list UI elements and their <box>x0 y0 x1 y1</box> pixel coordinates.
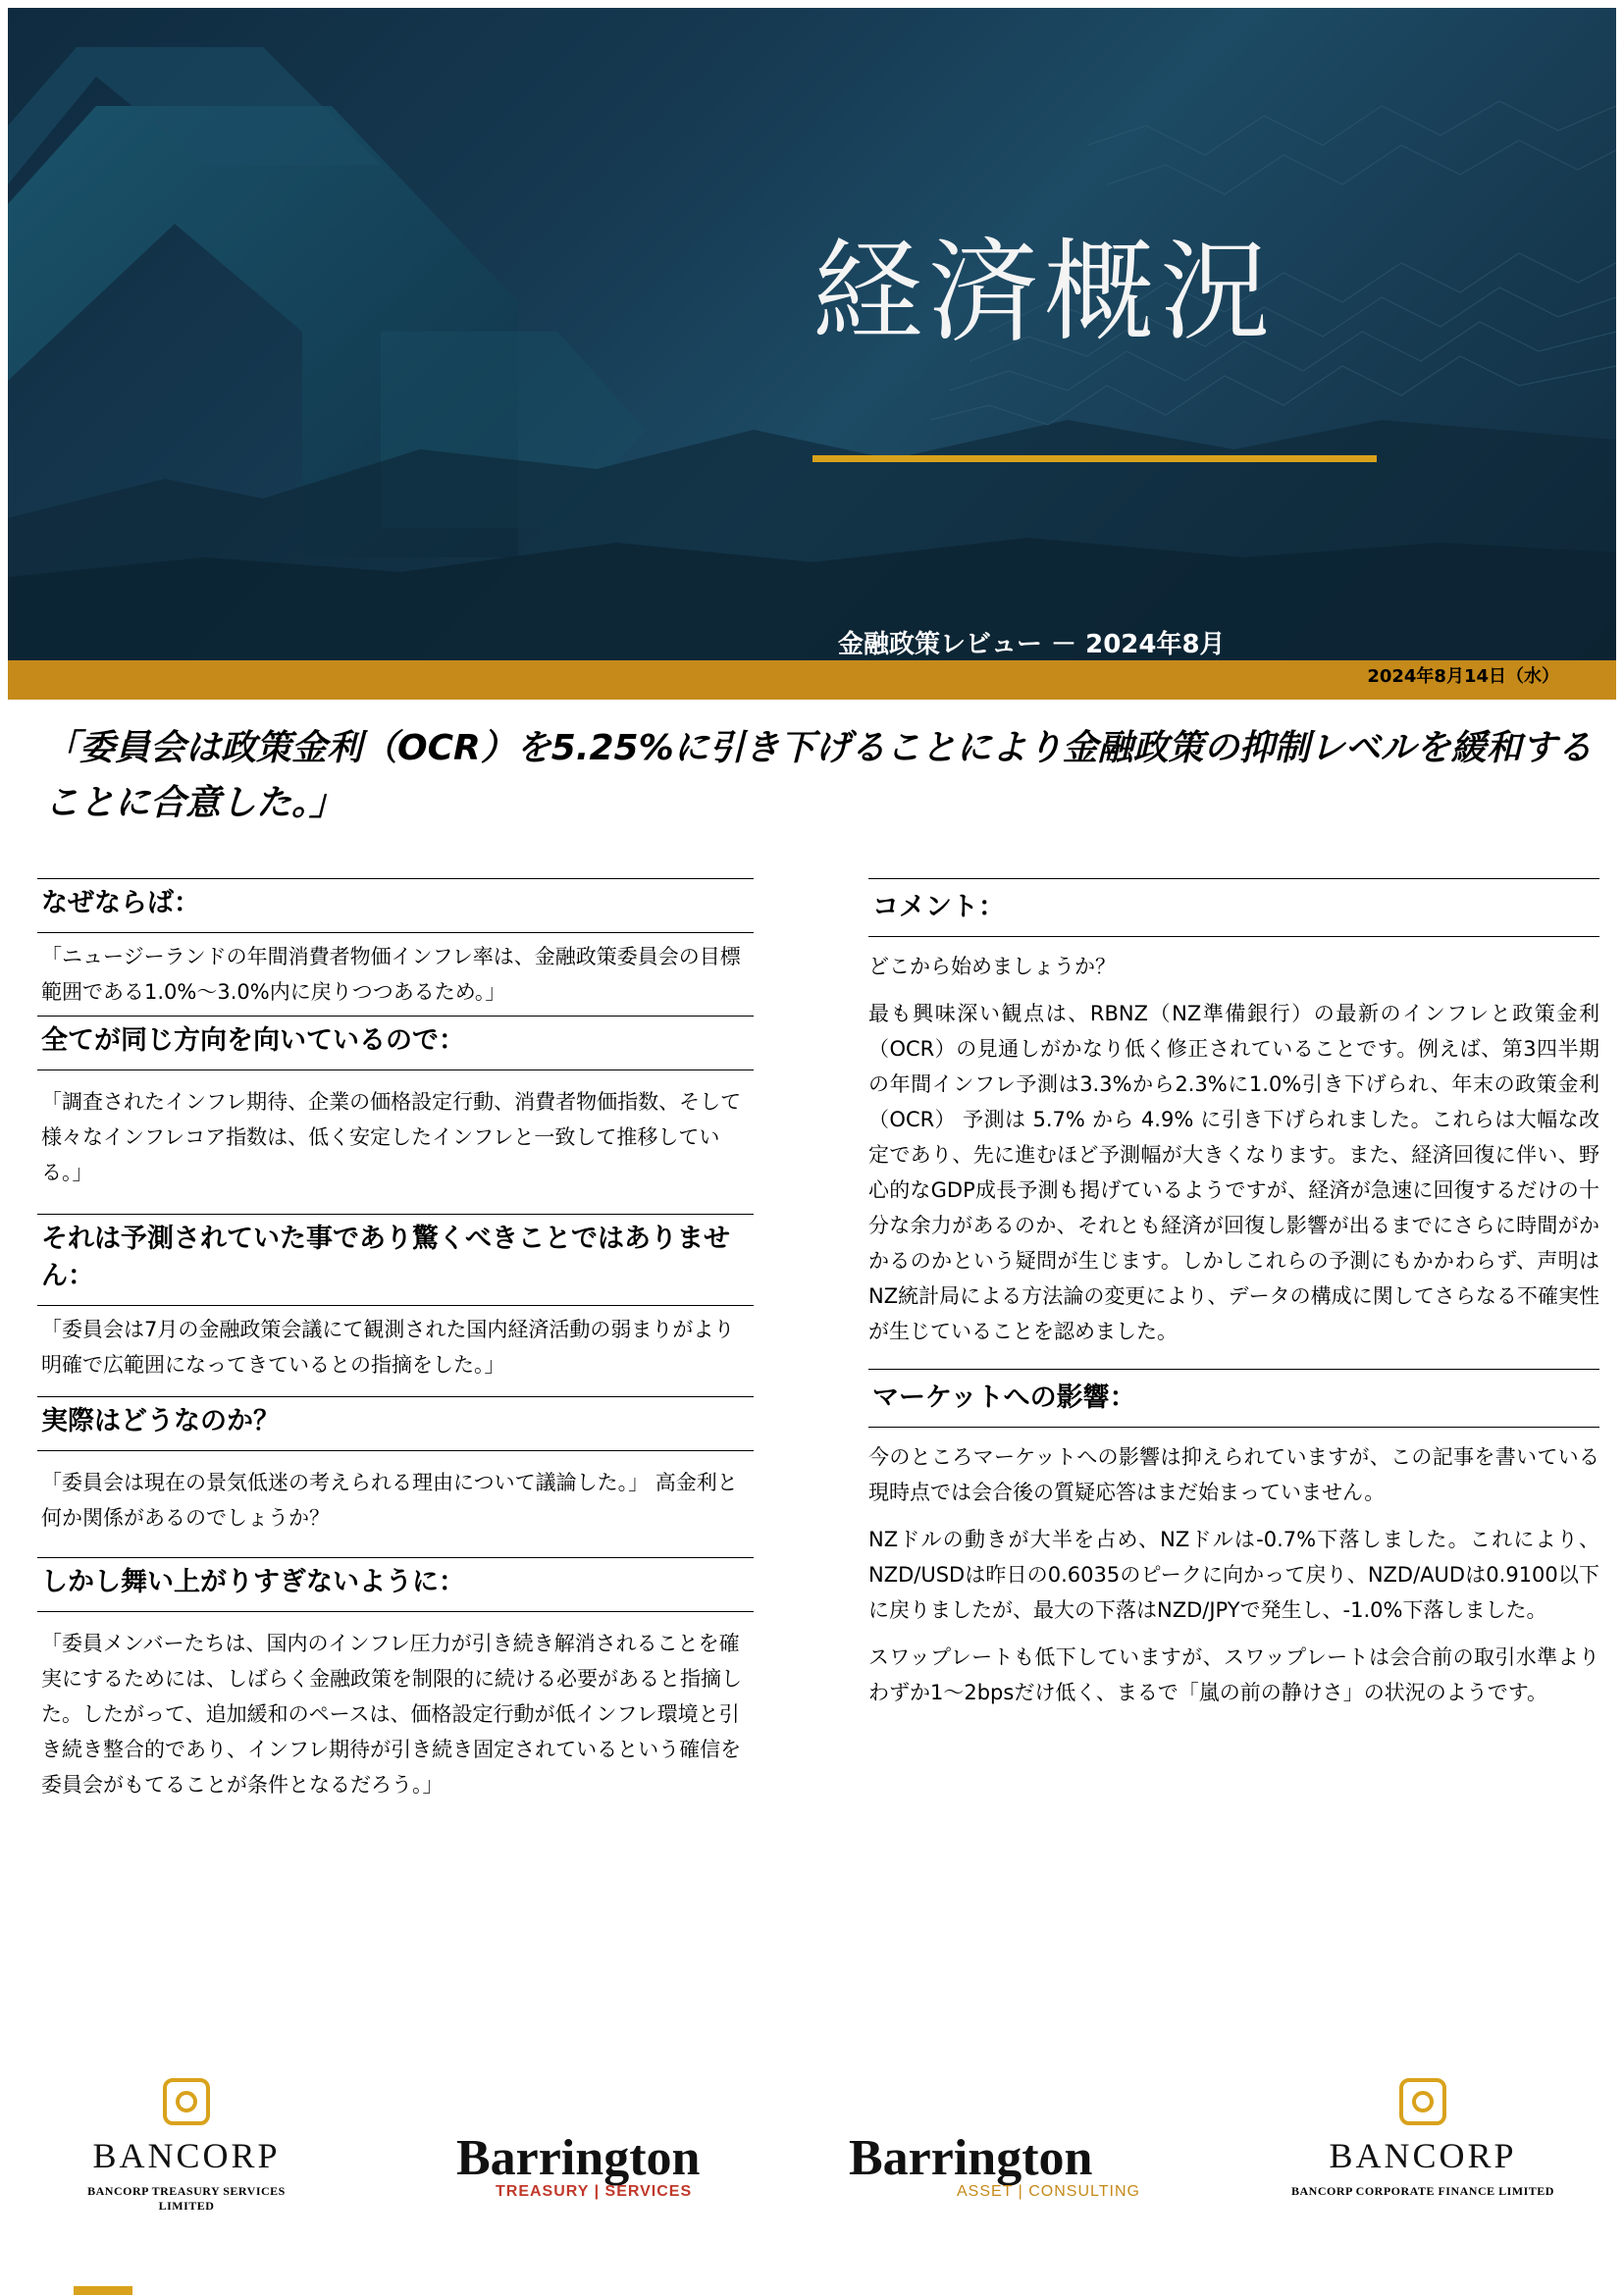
section-heading: コメント： <box>872 892 1005 922</box>
bancorp-corporate-logo <box>1276 2078 1570 2199</box>
logo-subtitle: BANCORP CORPORATE FINANCE LIMITED <box>1291 2184 1554 2198</box>
section-paragraph: スワップレートも低下していますが、スワップレートは会合前の取引水準よりわずか1～2bpsだけ低く、まるで「嵐の前の静けさ」の状況のようです。 <box>868 1645 1599 1704</box>
gold-rule <box>812 455 1377 462</box>
section-paragraph: どこから始めましょうか？ <box>868 955 1116 978</box>
section-body: 「委員会は現在の景気低迷の考えられる理由について議論した。」 高金利と何か関係があるのでしょうか？ <box>41 1471 738 1530</box>
logo-subtitle-part: SERVICES <box>604 2183 693 2200</box>
section-paragraph: NZドルの動きが大半を占め、NZドルは-0.7%下落しました。これにより、NZD/USDは昨日の0.6035のピークに向かって戻り、NZD/AUDは0.9100以下に戻りましたが、最大の下落はNZD/JPYで発生し、-1.0%下落しました。 <box>868 1528 1599 1622</box>
section-divider <box>868 1369 1599 1370</box>
logo-name: BANCORP <box>92 2136 281 2175</box>
section-heading: 実際はどうなのか？ <box>41 1406 280 1436</box>
section-divider <box>37 878 754 879</box>
logo-subtitle-part: CONSULTING <box>1028 2183 1140 2200</box>
section-divider <box>37 1069 754 1070</box>
header-banner <box>8 8 1616 660</box>
section-heading: マーケットへの影響： <box>872 1382 1136 1413</box>
section-heading: なぜならば： <box>41 888 200 918</box>
section-divider <box>868 1427 1599 1428</box>
section-body: 「ニュージーランドの年間消費者物価インフレ率は、金融政策委員会の目標範囲である1.0%～3.0%内に戻りつつあるため。」 <box>41 945 741 1004</box>
section-divider <box>37 932 754 933</box>
logo-name: Barrington <box>849 2130 1093 2186</box>
page-corner-mark <box>74 2286 132 2295</box>
barrington-asset-logo <box>849 2129 1163 2201</box>
section-divider <box>868 878 1599 879</box>
barrington-treasury-logo <box>456 2129 770 2201</box>
logo-name: Barrington <box>456 2130 701 2186</box>
section-divider <box>37 1016 754 1017</box>
right-column <box>868 878 1599 1722</box>
section-body: 「委員メンバーたちは、国内のインフレ圧力が引き続き解消されることを確実にするためには、しばらく金融政策を制限的に続ける必要があると指摘した。したがって、追加緩和のペースは、価格設定行動が低インフレ環境と引き続き整合的であり、インフレ期待が引き続き固定されているという確信を委員会がもてることが条件となるだろう。」 <box>41 1632 742 1797</box>
section-divider <box>37 1611 754 1612</box>
section-divider <box>37 1305 754 1306</box>
banner-title: 経済概況 <box>812 229 1276 356</box>
logo-subtitle-part: ASSET <box>957 2183 1014 2200</box>
section-divider <box>37 1450 754 1451</box>
left-column <box>37 878 754 1806</box>
logo-separator: | <box>1018 2183 1023 2200</box>
issue-date: 2024年8月14日（水） <box>1367 666 1559 687</box>
section-divider <box>37 1557 754 1558</box>
banner-subtitle: 金融政策レビュー － 2024年8月 <box>838 630 1226 659</box>
bancorp-treasury-logo <box>59 2078 314 2214</box>
section-paragraph: 今のところマーケットへの影響は抑えられていますが、この記事を書いている現時点では会合後の質疑応答はまだ始まっていません。 <box>868 1445 1599 1504</box>
section-heading: しかし舞い上がりすぎないように： <box>41 1567 465 1597</box>
lead-quote: 「委員会は政策金利（OCR）を5.25%に引き下げることにより金融政策の抑制レベルを緩和することに合意した。」 <box>44 728 1593 823</box>
section-body: 「調査されたインフレ期待、企業の価格設定行動、消費者物価指数、そして様々なインフレコア指数は、低く安定したインフレと一致して推移している。」 <box>41 1090 742 1184</box>
logo-subtitle: BANCORP TREASURY SERVICES LIMITED <box>87 2184 286 2213</box>
section-heading: 全てが同じ方向を向いているので： <box>41 1025 465 1056</box>
logo-separator: | <box>594 2183 601 2200</box>
logo-subtitle-part: TREASURY <box>496 2183 590 2200</box>
logo-name: BANCORP <box>1329 2136 1517 2175</box>
bancorp-emblem-icon <box>163 2078 210 2125</box>
section-divider <box>37 1396 754 1397</box>
logo-subtitle <box>456 2183 770 2201</box>
section-paragraph: 最も興味深い観点は、RBNZ（NZ準備銀行）の最新のインフレと政策金利（OCR）の見通しがかなり低く修正されていることです。例えば、第3四半期の年間インフレ予測は3.3%から2.3%に1.0%引き下げられ、年末の政策金利（OCR） 予測は 5.7% から 4.9% に引き下げられました。これらは大幅な改定であり、先に進むほど予測幅が大きくなります。また、経済回復に伴い、野心的なGDP成長予測も掲げているようですが、経済が急速に回復するだけの十分な余力があるのか、それとも経済が回復し影響が出るまでにさらに時間がかかるのかという疑問が生じます。しかしこれらの予測にもかかわらず、声明はNZ統計局による方法論の変更により、データの構成に関してさらなる不確実性が生じていることを認めました。 <box>868 1002 1599 1343</box>
section-heading: それは予測されていた事であり驚くべきことではありません： <box>41 1224 730 1291</box>
section-body: 「委員会は7月の金融政策会議にて観測された国内経済活動の弱まりがより明確で広範囲になってきているとの指摘をした。」 <box>41 1318 735 1377</box>
section-divider <box>37 1214 754 1215</box>
section-divider <box>868 936 1599 937</box>
bancorp-emblem-icon <box>1399 2078 1446 2125</box>
date-band <box>8 660 1616 700</box>
